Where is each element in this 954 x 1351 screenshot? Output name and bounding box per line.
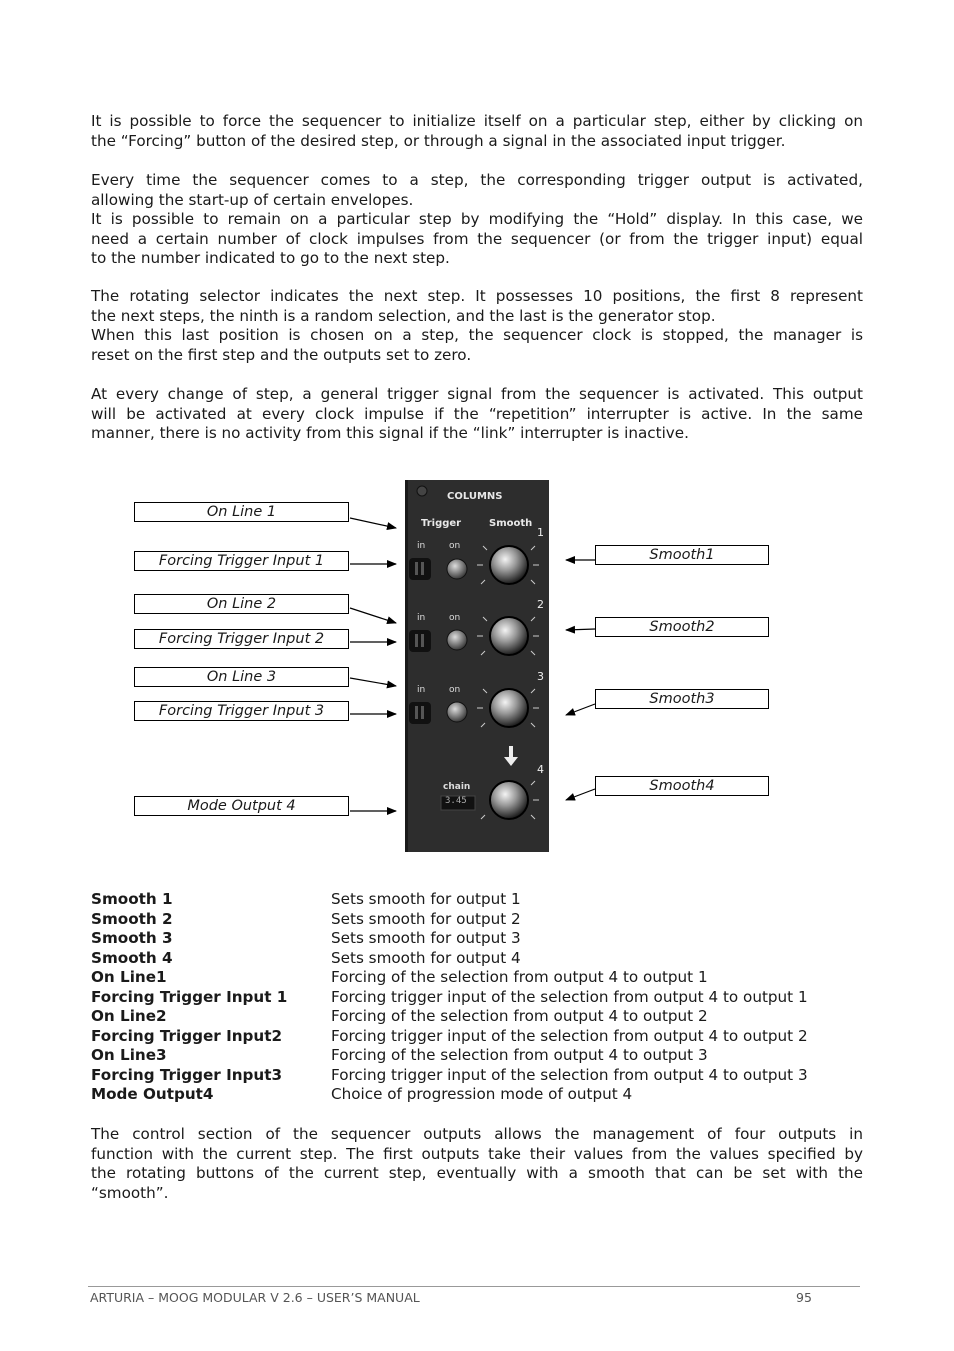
jack-icon bbox=[409, 558, 431, 580]
smooth-knob-icon bbox=[490, 689, 528, 727]
smooth-knob-icon bbox=[490, 617, 528, 655]
arrow-on-line-2 bbox=[350, 608, 396, 623]
chain-display-value: 3.45 bbox=[445, 796, 467, 806]
definition-row: Forcing Trigger Input2 Forcing trigger input of the selection from output 4 to output 2 bbox=[91, 1026, 808, 1045]
definition-row: Smooth 4 Sets smooth for output 4 bbox=[91, 948, 521, 967]
paragraph-trigger-output: Every time the sequencer comes to a step, the corresponding trigger output is activated, allowing the start-up of certain envelopes. It is possible to remain on a particular step by modifying the “Hold” display. In this case, we need a certain number of clock impulses from the sequencer (or from the trigger input) equal to the number indicated to go to the next step. bbox=[91, 171, 863, 268]
panel-graphics bbox=[405, 480, 549, 852]
step-number: 1 bbox=[537, 526, 544, 539]
smooth-knob-icon bbox=[490, 781, 528, 819]
label-forcing-trigger-input-1: Forcing Trigger Input 1 bbox=[134, 551, 349, 571]
step-number: 3 bbox=[537, 670, 544, 683]
on-label: on bbox=[449, 685, 461, 695]
arrow-smooth2 bbox=[566, 629, 595, 630]
label-on-line-1: On Line 1 bbox=[134, 502, 349, 522]
label-smooth1: Smooth1 bbox=[595, 545, 769, 565]
in-label: in bbox=[417, 541, 426, 551]
screw-icon bbox=[417, 486, 427, 496]
trigger-header: Trigger bbox=[421, 518, 462, 529]
arrow-on-line-1 bbox=[350, 518, 396, 528]
smooth-knob-icon bbox=[490, 546, 528, 584]
on-label: on bbox=[449, 613, 461, 623]
label-smooth3: Smooth3 bbox=[595, 689, 769, 709]
label-on-line-3: On Line 3 bbox=[134, 667, 349, 687]
paragraph-general-trigger: At every change of step, a general trigger signal from the sequencer is activated. This output will be activated at every clock impulse if the “repetition” interrupter is active. In the same manner, there is no activity from this signal if the “link” interrupter is inactive. bbox=[91, 385, 863, 443]
definition-row: On Line3 Forcing of the selection from output 4 to output 3 bbox=[91, 1046, 708, 1064]
definition-row: Forcing Trigger Input 1 Forcing trigger input of the selection from output 4 to output 1 bbox=[91, 987, 808, 1006]
smooth-header: Smooth bbox=[489, 518, 533, 529]
paragraph-rotating-selector: The rotating selector indicates the next step. It possesses 10 positions, the first 8 represent the next steps, the ninth is a random selection, and the last is the generator stop. When this last position is chosen on a step, the sequencer clock is stopped, the manager is reset on the first step and the outputs set to zero. bbox=[91, 287, 863, 364]
page-number: 95 bbox=[796, 1290, 812, 1305]
definition-row: Forcing Trigger Input3 Forcing trigger input of the selection from output 4 to output 3 bbox=[91, 1065, 808, 1084]
label-forcing-trigger-input-3: Forcing Trigger Input 3 bbox=[134, 701, 349, 721]
columns-module-panel bbox=[405, 480, 549, 852]
label-on-line-2: On Line 2 bbox=[134, 594, 349, 614]
footer-divider bbox=[88, 1286, 860, 1287]
step-number: 4 bbox=[537, 763, 544, 776]
panel-title: COLUMNS bbox=[447, 491, 503, 502]
definition-row: On Line2 Forcing of the selection from output 4 to output 2 bbox=[91, 1007, 708, 1025]
label-forcing-trigger-input-2: Forcing Trigger Input 2 bbox=[134, 629, 349, 649]
jack-icon bbox=[409, 630, 431, 652]
definition-row: Smooth 3 Sets smooth for output 3 bbox=[91, 929, 521, 947]
paragraph-forcing: It is possible to force the sequencer to initialize itself on a particular step, either by clicking on the “Forcing” button of the desired step, or through a signal in the associated input trigger. bbox=[91, 112, 863, 150]
paragraph-control-section: The control section of the sequencer outputs allows the management of four outputs in function with the current step. The first outputs take their values from the values specified by the rotating buttons of the current step, eventually with a smooth that can be set with the “smooth”. bbox=[91, 1125, 863, 1202]
step-number: 2 bbox=[537, 598, 544, 611]
in-label: in bbox=[417, 685, 426, 695]
arrow-on-line-3 bbox=[350, 678, 396, 686]
label-smooth2: Smooth2 bbox=[595, 617, 769, 637]
label-smooth4: Smooth4 bbox=[595, 776, 769, 796]
toggle-switch-icon bbox=[447, 702, 467, 722]
in-label: in bbox=[417, 613, 426, 623]
footer-title: ARTURIA – MOOG MODULAR V 2.6 – USER’S MANUAL bbox=[90, 1290, 420, 1305]
chain-label: chain bbox=[443, 782, 471, 792]
toggle-switch-icon bbox=[447, 630, 467, 650]
definition-row: Mode Output4 Choice of progression mode of output 4 bbox=[91, 1085, 633, 1103]
label-mode-output-4: Mode Output 4 bbox=[134, 796, 349, 816]
arrow-smooth3 bbox=[566, 704, 595, 715]
definition-row: Smooth 1 Sets smooth for output 1 bbox=[91, 890, 521, 908]
definition-row: Smooth 2 Sets smooth for output 2 bbox=[91, 909, 521, 928]
jack-icon bbox=[409, 702, 431, 724]
toggle-switch-icon bbox=[447, 559, 467, 579]
definition-row: On Line1 Forcing of the selection from output 4 to output 1 bbox=[91, 968, 708, 986]
definitions-table bbox=[91, 890, 808, 1105]
arrow-smooth4 bbox=[566, 789, 595, 800]
on-label: on bbox=[449, 541, 461, 551]
